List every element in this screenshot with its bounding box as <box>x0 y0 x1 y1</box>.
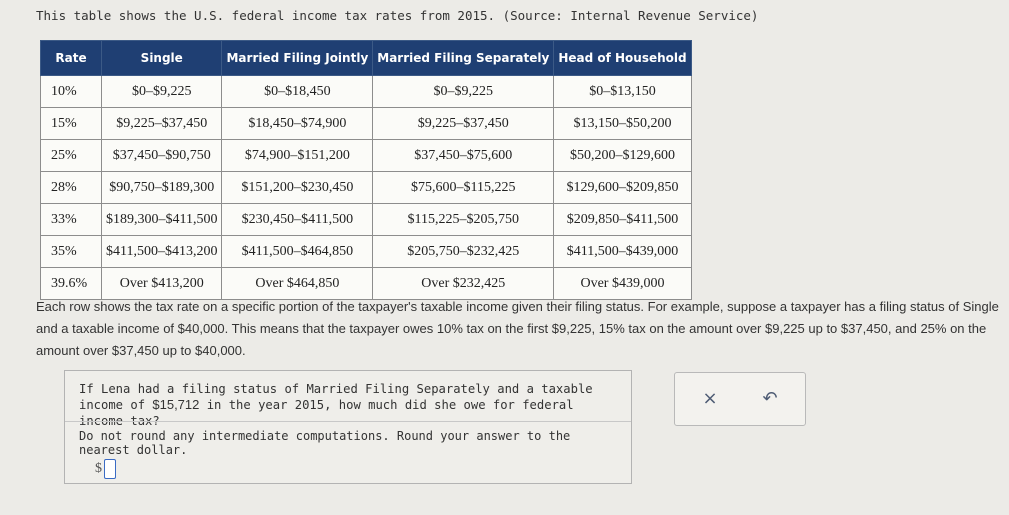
table-row <box>41 108 692 140</box>
table-cell: $0–$9,225 <box>373 76 554 108</box>
table-cell: Over $413,200 <box>102 268 222 300</box>
undo-icon: ↶ <box>762 387 778 409</box>
clear-button[interactable] <box>697 385 723 411</box>
rate-cell: 10% <box>41 76 102 108</box>
rate-cell: 25% <box>41 140 102 172</box>
table-cell: $0–$9,225 <box>102 76 222 108</box>
table-cell: $189,300–$411,500 <box>102 204 222 236</box>
table-cell: Over $464,850 <box>222 268 373 300</box>
table-cell: $50,200–$129,600 <box>554 140 691 172</box>
table-row <box>41 268 692 300</box>
rate-value: 10% <box>436 321 463 336</box>
rate-cell: 15% <box>41 108 102 140</box>
close-icon: × <box>702 387 718 409</box>
table-cell: $205,750–$232,425 <box>373 236 554 268</box>
table-header-row <box>41 41 692 76</box>
rate-cell: 28% <box>41 172 102 204</box>
table-cell: $151,200–$230,450 <box>222 172 373 204</box>
table-cell: $411,500–$413,200 <box>102 236 222 268</box>
question-part: If Lena had a filing status of Married Filing Separately and a taxable income of <box>79 382 593 412</box>
explanation-part: tax on the amount over <box>624 321 765 336</box>
explanation-part: up to <box>804 321 841 336</box>
question-panel <box>64 370 632 484</box>
currency-symbol: $ <box>95 461 102 476</box>
table-cell: $74,900–$151,200 <box>222 140 373 172</box>
explanation-part: , <box>591 321 599 336</box>
rate-cell: 39.6% <box>41 268 102 300</box>
money-value: $37,450 <box>840 321 888 336</box>
table-cell: $75,600–$115,225 <box>373 172 554 204</box>
question-amount: $15,712 <box>152 397 200 412</box>
table-cell: $411,500–$464,850 <box>222 236 373 268</box>
question-part: in the year 2015, how much did she owe for federal income tax? <box>79 398 574 428</box>
answer-row <box>95 459 116 479</box>
divider <box>65 421 631 422</box>
money-value: $40,000 <box>195 343 243 358</box>
table-cell: $18,450–$74,900 <box>222 108 373 140</box>
table-cell: Over $232,425 <box>373 268 554 300</box>
rate-cell: 33% <box>41 204 102 236</box>
header-married-separately: Married Filing Separately <box>373 41 554 76</box>
explanation-part: tax on the first <box>462 321 552 336</box>
header-single: Single <box>102 41 222 76</box>
money-value: $40,000 <box>177 321 225 336</box>
table-cell: $13,150–$50,200 <box>554 108 691 140</box>
answer-toolbar <box>674 372 806 426</box>
header-rate: Rate <box>41 41 102 76</box>
explanation-part: up to <box>158 343 196 358</box>
table-cell: $209,850–$411,500 <box>554 204 691 236</box>
explanation-part: , and <box>887 321 921 336</box>
undo-button[interactable] <box>757 385 783 411</box>
table-cell: $115,225–$205,750 <box>373 204 554 236</box>
table-row <box>41 236 692 268</box>
table-cell: $37,450–$90,750 <box>102 140 222 172</box>
money-value: $37,450 <box>111 343 159 358</box>
explanation-part: . This means that the taxpayer owes <box>224 321 437 336</box>
instruction-text: Do not round any intermediate computations. Round your answer to the nearest dollar. <box>79 429 571 457</box>
table-cell: Over $439,000 <box>554 268 691 300</box>
tax-rate-table <box>40 40 692 300</box>
explanation-part: . <box>242 343 246 358</box>
money-value: $9,225 <box>765 321 805 336</box>
table-cell: $230,450–$411,500 <box>222 204 373 236</box>
rate-value: 25% <box>920 321 947 336</box>
table-cell: $411,500–$439,000 <box>554 236 691 268</box>
table-cell: $9,225–$37,450 <box>373 108 554 140</box>
table-cell: $37,450–$75,600 <box>373 140 554 172</box>
table-cell: $90,750–$189,300 <box>102 172 222 204</box>
header-married-jointly: Married Filing Jointly <box>222 41 373 76</box>
table-row <box>41 76 692 108</box>
explanation-part: on the amount over <box>36 321 987 358</box>
rate-value: 15% <box>598 321 625 336</box>
money-value: $9,225 <box>551 321 592 336</box>
table-row <box>41 204 692 236</box>
table-cell: $0–$13,150 <box>554 76 691 108</box>
answer-input[interactable] <box>104 459 116 479</box>
explanation-text <box>36 296 1001 362</box>
intro-text: This table shows the U.S. federal income tax rates from 2015. (Source: Internal Revenue Service) <box>36 8 759 23</box>
table-cell: $129,600–$209,850 <box>554 172 691 204</box>
rate-cell: 35% <box>41 236 102 268</box>
header-head-of-household: Head of Household <box>554 41 691 76</box>
table-row <box>41 140 692 172</box>
table-cell: $0–$18,450 <box>222 76 373 108</box>
table-row <box>41 172 692 204</box>
table-cell: $9,225–$37,450 <box>102 108 222 140</box>
explanation-part: Each row shows the tax rate on a specific portion of the taxpayer's taxable income given their filing status. For example, suppose a taxpayer has a filing status of Single and a taxable income of <box>36 299 999 336</box>
